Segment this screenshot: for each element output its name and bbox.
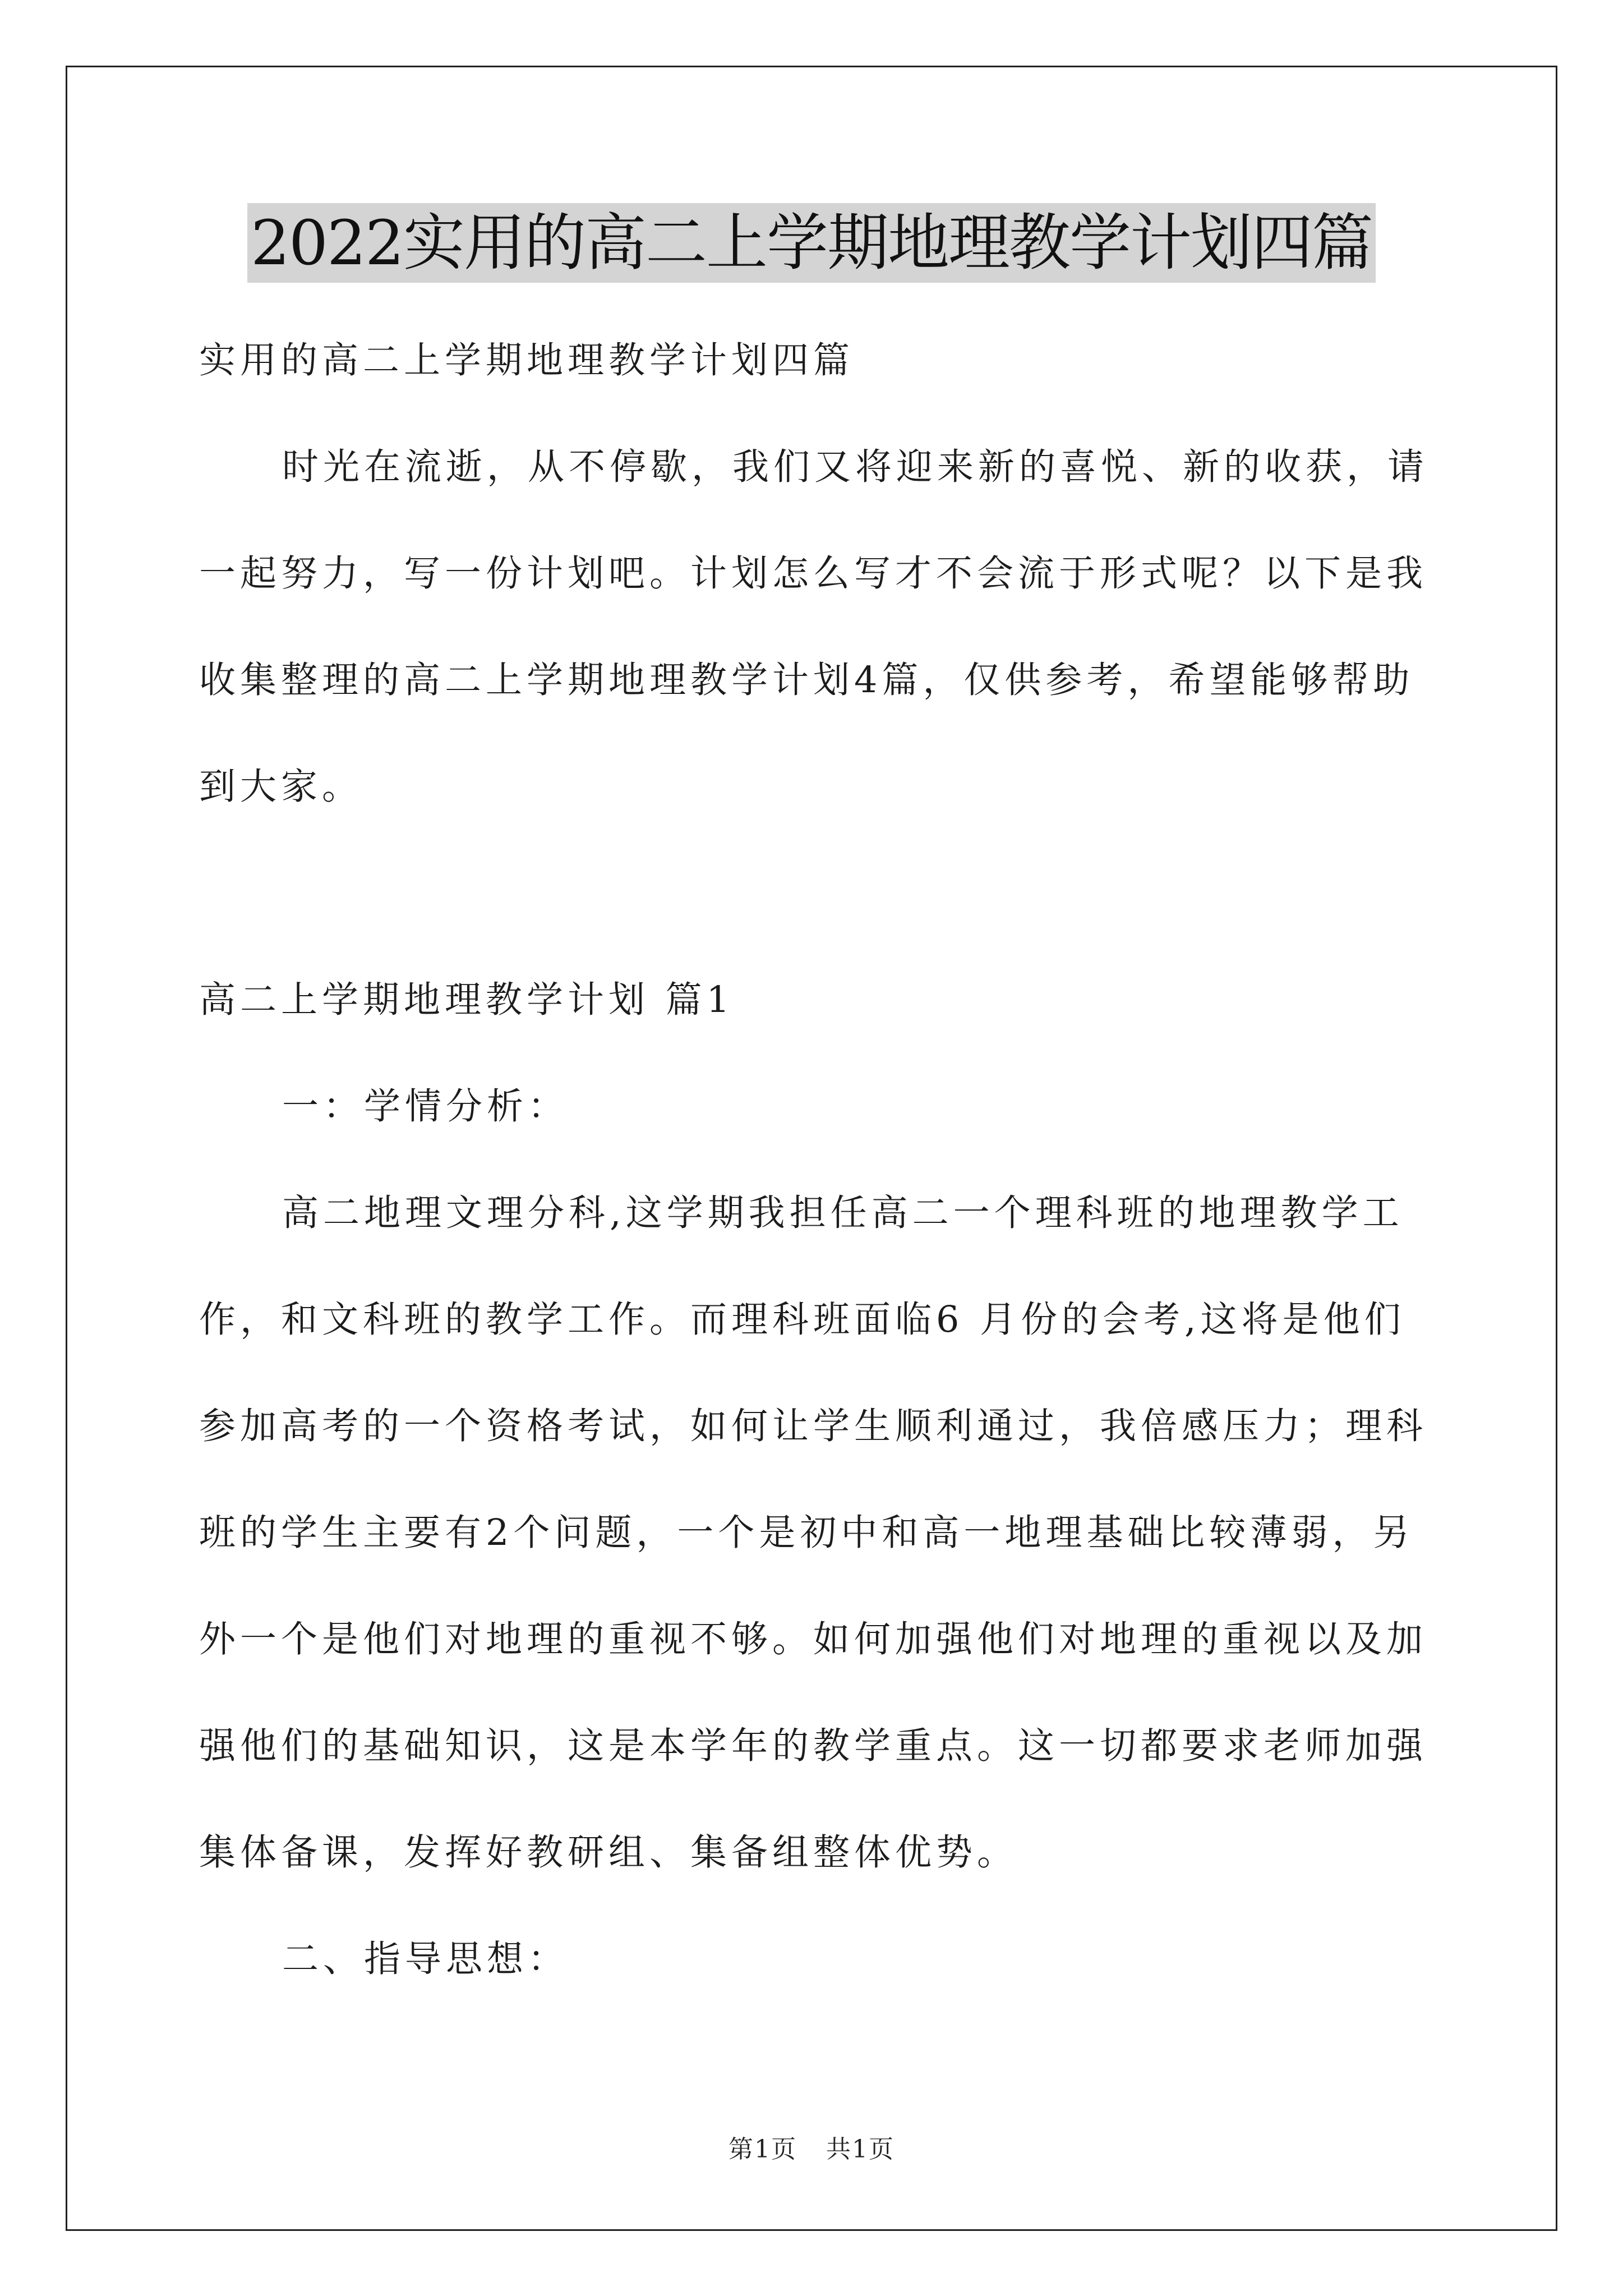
- part2-heading: 二、指导思想：: [282, 1938, 569, 1980]
- title-container: [0, 203, 1623, 283]
- paragraph-gap: [199, 840, 1433, 947]
- page-total: 共1页: [826, 2135, 895, 2164]
- page-footer: [0, 2129, 1623, 2165]
- section-heading: 高二上学期地理教学计划 篇1: [199, 979, 735, 1021]
- page-number: 第1页: [728, 2135, 797, 2164]
- part1-heading: 一：学情分析：: [282, 1085, 569, 1128]
- part1-body: 高二地理文理分科,这学期我担任高二一个理科班的地理教学工作，和文科班的教学工作。而理科班面临6 月份的会考,这将是他们参加高考的一个资格考试，如何让学生顺利通过，我倍感压力；理科班的学生主要有2个问题，一个是初中和高一地理基础比较薄弱，另外一个是他们对地理的重视不够。如何加强他们对地理的重视以及加强他们的基础知识，这是本学年的教学重点。这一切都要求老师加强集体备课，发挥好教研组、集备组整体优势。: [199, 1192, 1428, 1874]
- document-body: [199, 307, 1433, 2013]
- document-title: 2022实用的高二上学期地理教学计划四篇: [247, 203, 1376, 283]
- intro-paragraph: 时光在流逝，从不停歇，我们又将迎来新的喜悦、新的收获，请一起努力，写一份计划吧。计划怎么写才不会流于形式呢？以下是我收集整理的高二上学期地理教学计划4篇，仅供参考，希望能够帮助到大家。: [199, 446, 1429, 808]
- document-subtitle: 实用的高二上学期地理教学计划四篇: [199, 339, 855, 381]
